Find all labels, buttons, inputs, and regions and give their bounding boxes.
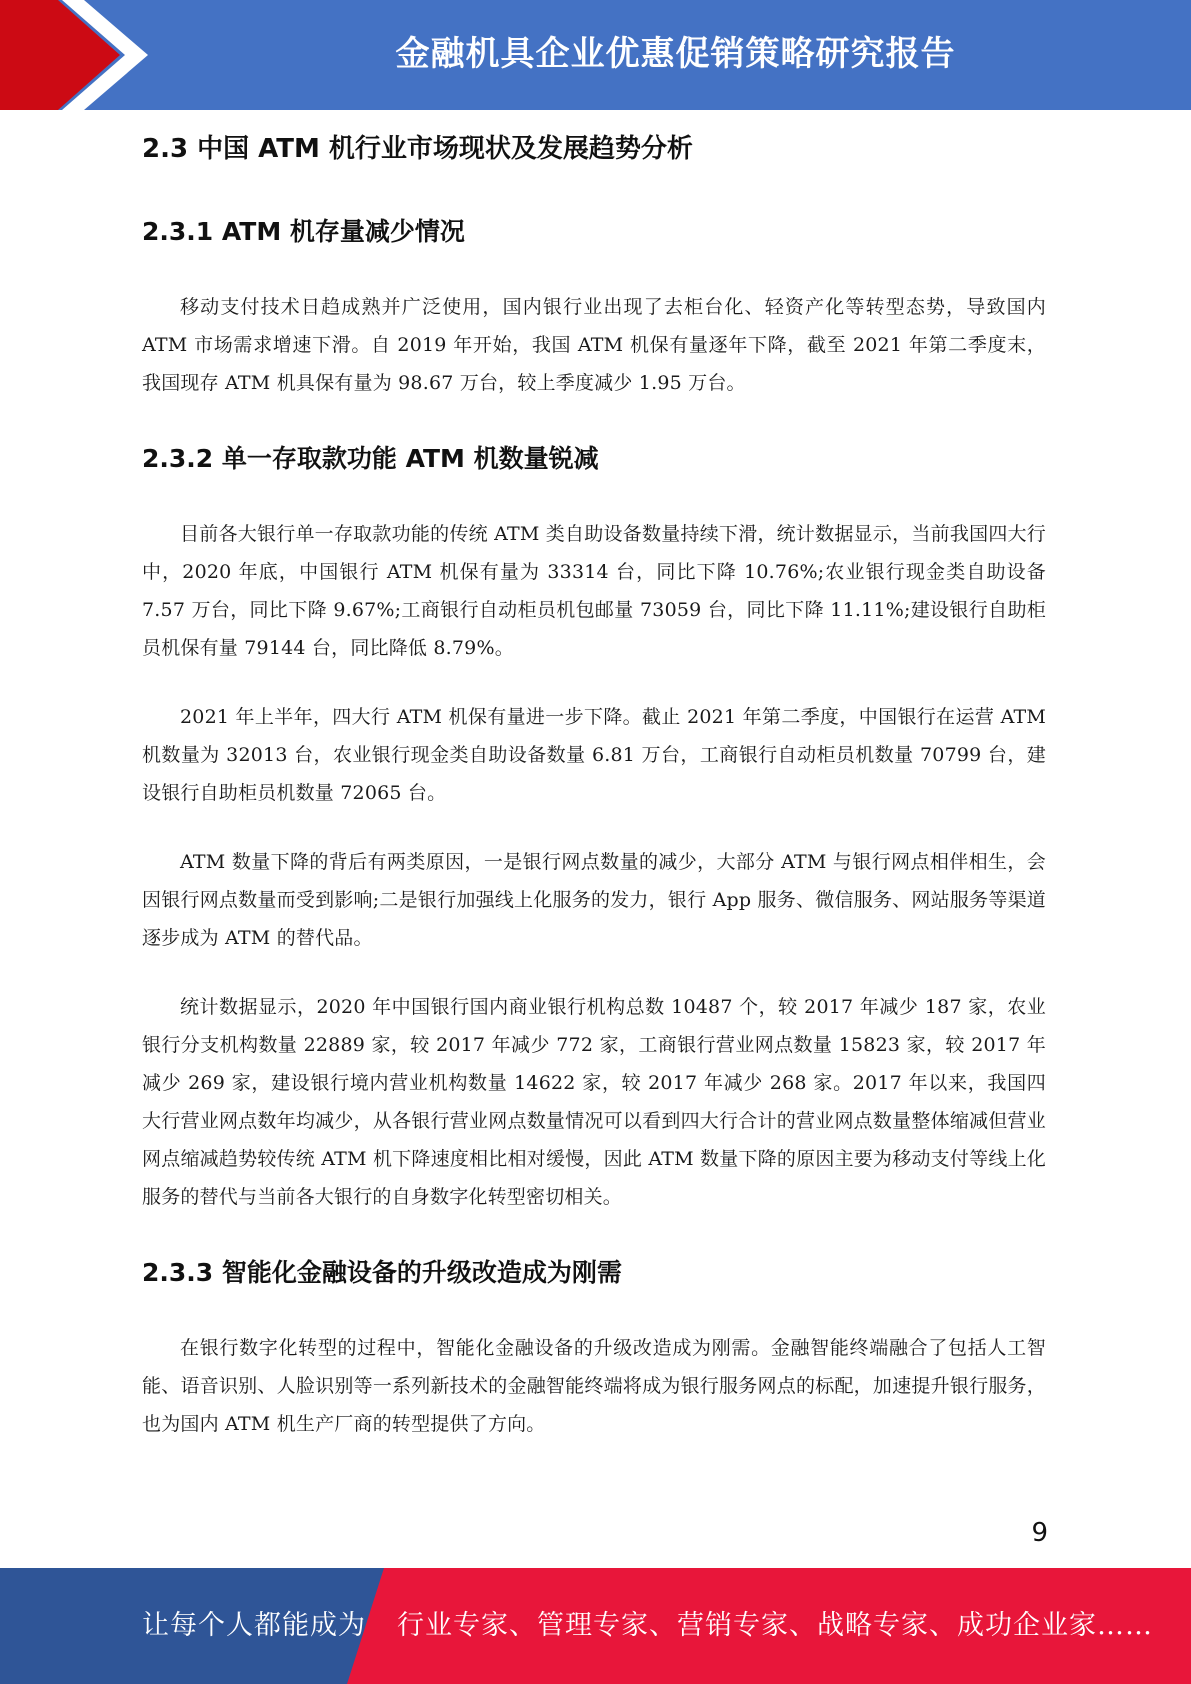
paragraph: 移动支付技术日趋成熟并广泛使用，国内银行业出现了去柜台化、轻资产化等转型态势，导致国内 ATM 市场需求增速下滑。自 2019 年开始，我国 ATM 机保有量逐年下降，截至 2021 年第二季度末，我国现存 ATM 机具保有量为 98.67 万台，较上季度减少 1.95 万台。 (142, 296, 1046, 394)
footer-slogan-right: 行业专家、管理专家、营销专家、战略专家、成功企业家…… (397, 1610, 1153, 1641)
header-chevron-decoration (0, 0, 160, 110)
footer-slogan-left: 让每个人都能成为 (142, 1610, 366, 1641)
paragraph: 2021 年上半年，四大行 ATM 机保有量进一步下降。截止 2021 年第二季度，中国银行在运营 ATM 机数量为 32013 台，农业银行现金类自助设备数量 6.81 万台，工商银行自动柜员机数量 70799 台，建设银行自助柜员机数量 72065 台。 (142, 706, 1046, 804)
page-number: 9 (1031, 1518, 1048, 1548)
header-banner (0, 0, 1191, 110)
subsection-heading-2-3-1: 2.3.1 ATM 机存量减少情况 (142, 217, 465, 246)
subsection-heading-2-3-2: 2.3.2 单一存取款功能 ATM 机数量锐减 (142, 444, 599, 473)
paragraph: 统计数据显示，2020 年中国银行国内商业银行机构总数 10487 个，较 2017 年减少 187 家，农业银行分支机构数量 22889 家，较 2017 年减少 772 家，工商银行营业网点数量 15823 家，较 2017 年减少 269 家，建设银行境内营业机构数量 14622 家，较 2017 年减少 268 家。2017 年以来，我国四大行营业网点数年均减少，从各银行营业网点数量情况可以看到四大行合计的营业网点数量整体缩减但营业网点缩减趋势较传统 ATM 机下降速度相比相对缓慢，因此 ATM 数量下降的原因主要为移动支付等线上化服务的替代与当前各大银行的自身数字化转型密切相关。 (142, 996, 1046, 1208)
report-title: 金融机具企业优惠促销策略研究报告 (395, 34, 956, 74)
paragraph: ATM 数量下降的背后有两类原因，一是银行网点数量的减少，大部分 ATM 与银行网点相伴相生，会因银行网点数量而受到影响;二是银行加强线上化服务的发力，银行 App 服务、微信服务、网站服务等渠道逐步成为 ATM 的替代品。 (142, 851, 1046, 949)
document-body (142, 122, 1046, 1474)
paragraph: 在银行数字化转型的过程中，智能化金融设备的升级改造成为刚需。金融智能终端融合了包括人工智能、语音识别、人脸识别等一系列新技术的金融智能终端将成为银行服务网点的标配，加速提升银行服务，也为国内 ATM 机生产厂商的转型提供了方向。 (142, 1337, 1046, 1435)
footer-banner (0, 1568, 1191, 1684)
paragraph: 目前各大银行单一存取款功能的传统 ATM 类自助设备数量持续下滑，统计数据显示，当前我国四大行中，2020 年底，中国银行 ATM 机保有量为 33314 台，同比下降 10.76%;农业银行现金类自助设备 7.57 万台，同比下降 9.67%;工商银行自动柜员机包邮量 73059 台，同比下降 11.11%;建设银行自助柜员机保有量 79144 台，同比降低 8.79%。 (142, 523, 1046, 659)
section-heading: 2.3 中国 ATM 机行业市场现状及发展趋势分析 (142, 134, 693, 164)
subsection-heading-2-3-3: 2.3.3 智能化金融设备的升级改造成为刚需 (142, 1258, 622, 1287)
